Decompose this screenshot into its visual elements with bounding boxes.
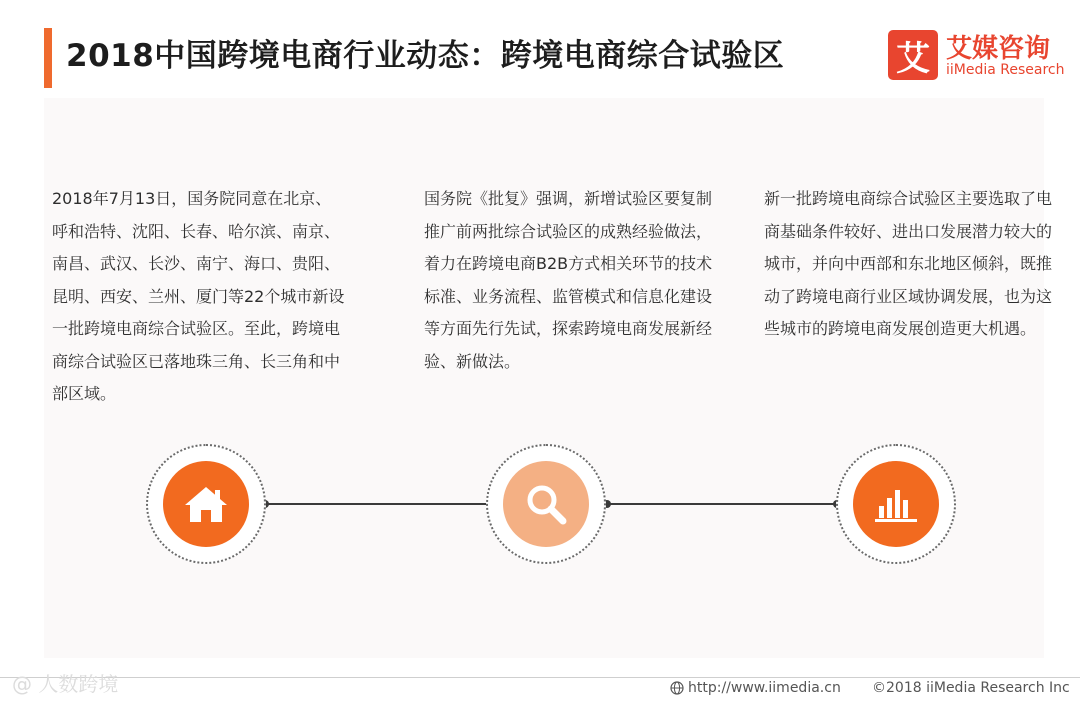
globe-icon: [670, 681, 684, 695]
footer-copyright: ©2018 iiMedia Research Inc: [872, 680, 1070, 696]
timeline-node-1: [146, 444, 266, 564]
page-title: 2018中国跨境电商行业动态：跨境电商综合试验区: [66, 38, 785, 74]
brand-logo-block: [888, 28, 1068, 84]
bar-chart-icon: [853, 461, 939, 547]
timeline-node-2: [486, 444, 606, 564]
watermark: @ 人数跨境: [12, 672, 119, 696]
footer-url[interactable]: [670, 680, 841, 696]
brand-english-name: iiMedia Research: [946, 62, 1065, 78]
home-icon: [163, 461, 249, 547]
column-1-text: 2018年7月13日，国务院同意在北京、呼和浩特、沈阳、长春、哈尔滨、南京、南昌、武汉、长沙、南宁、海口、贵阳、昆明、西安、兰州、厦门等22个城市新设一批跨境电商综合试验区。至此，跨境电商综合试验区已落地珠三角、长三角和中部区域。: [52, 189, 345, 403]
footer-divider: [0, 677, 1080, 678]
title-accent-bar: [44, 28, 52, 88]
brand-name: 艾媒咨询: [946, 34, 1051, 64]
timeline-node-3: [836, 444, 956, 564]
brand-logo-icon: 艾: [888, 30, 938, 80]
search-icon: [503, 461, 589, 547]
column-2-text: 国务院《批复》强调，新增试验区要复制推广前两批综合试验区的成熟经验做法，着力在跨境电商B2B方式相关环节的技术标准、业务流程、监管模式和信息化建设等方面先行先试，探索跨境电商发展新经验、新做法。: [424, 189, 713, 371]
column-3-text: 新一批跨境电商综合试验区主要选取了电商基础条件较好、进出口发展潜力较大的城市，并向中西部和东北地区倾斜，既推动了跨境电商行业区域协调发展，也为这些城市的跨境电商发展创造更大机遇。: [764, 189, 1053, 338]
footer-url-text: http://www.iimedia.cn: [688, 680, 841, 696]
